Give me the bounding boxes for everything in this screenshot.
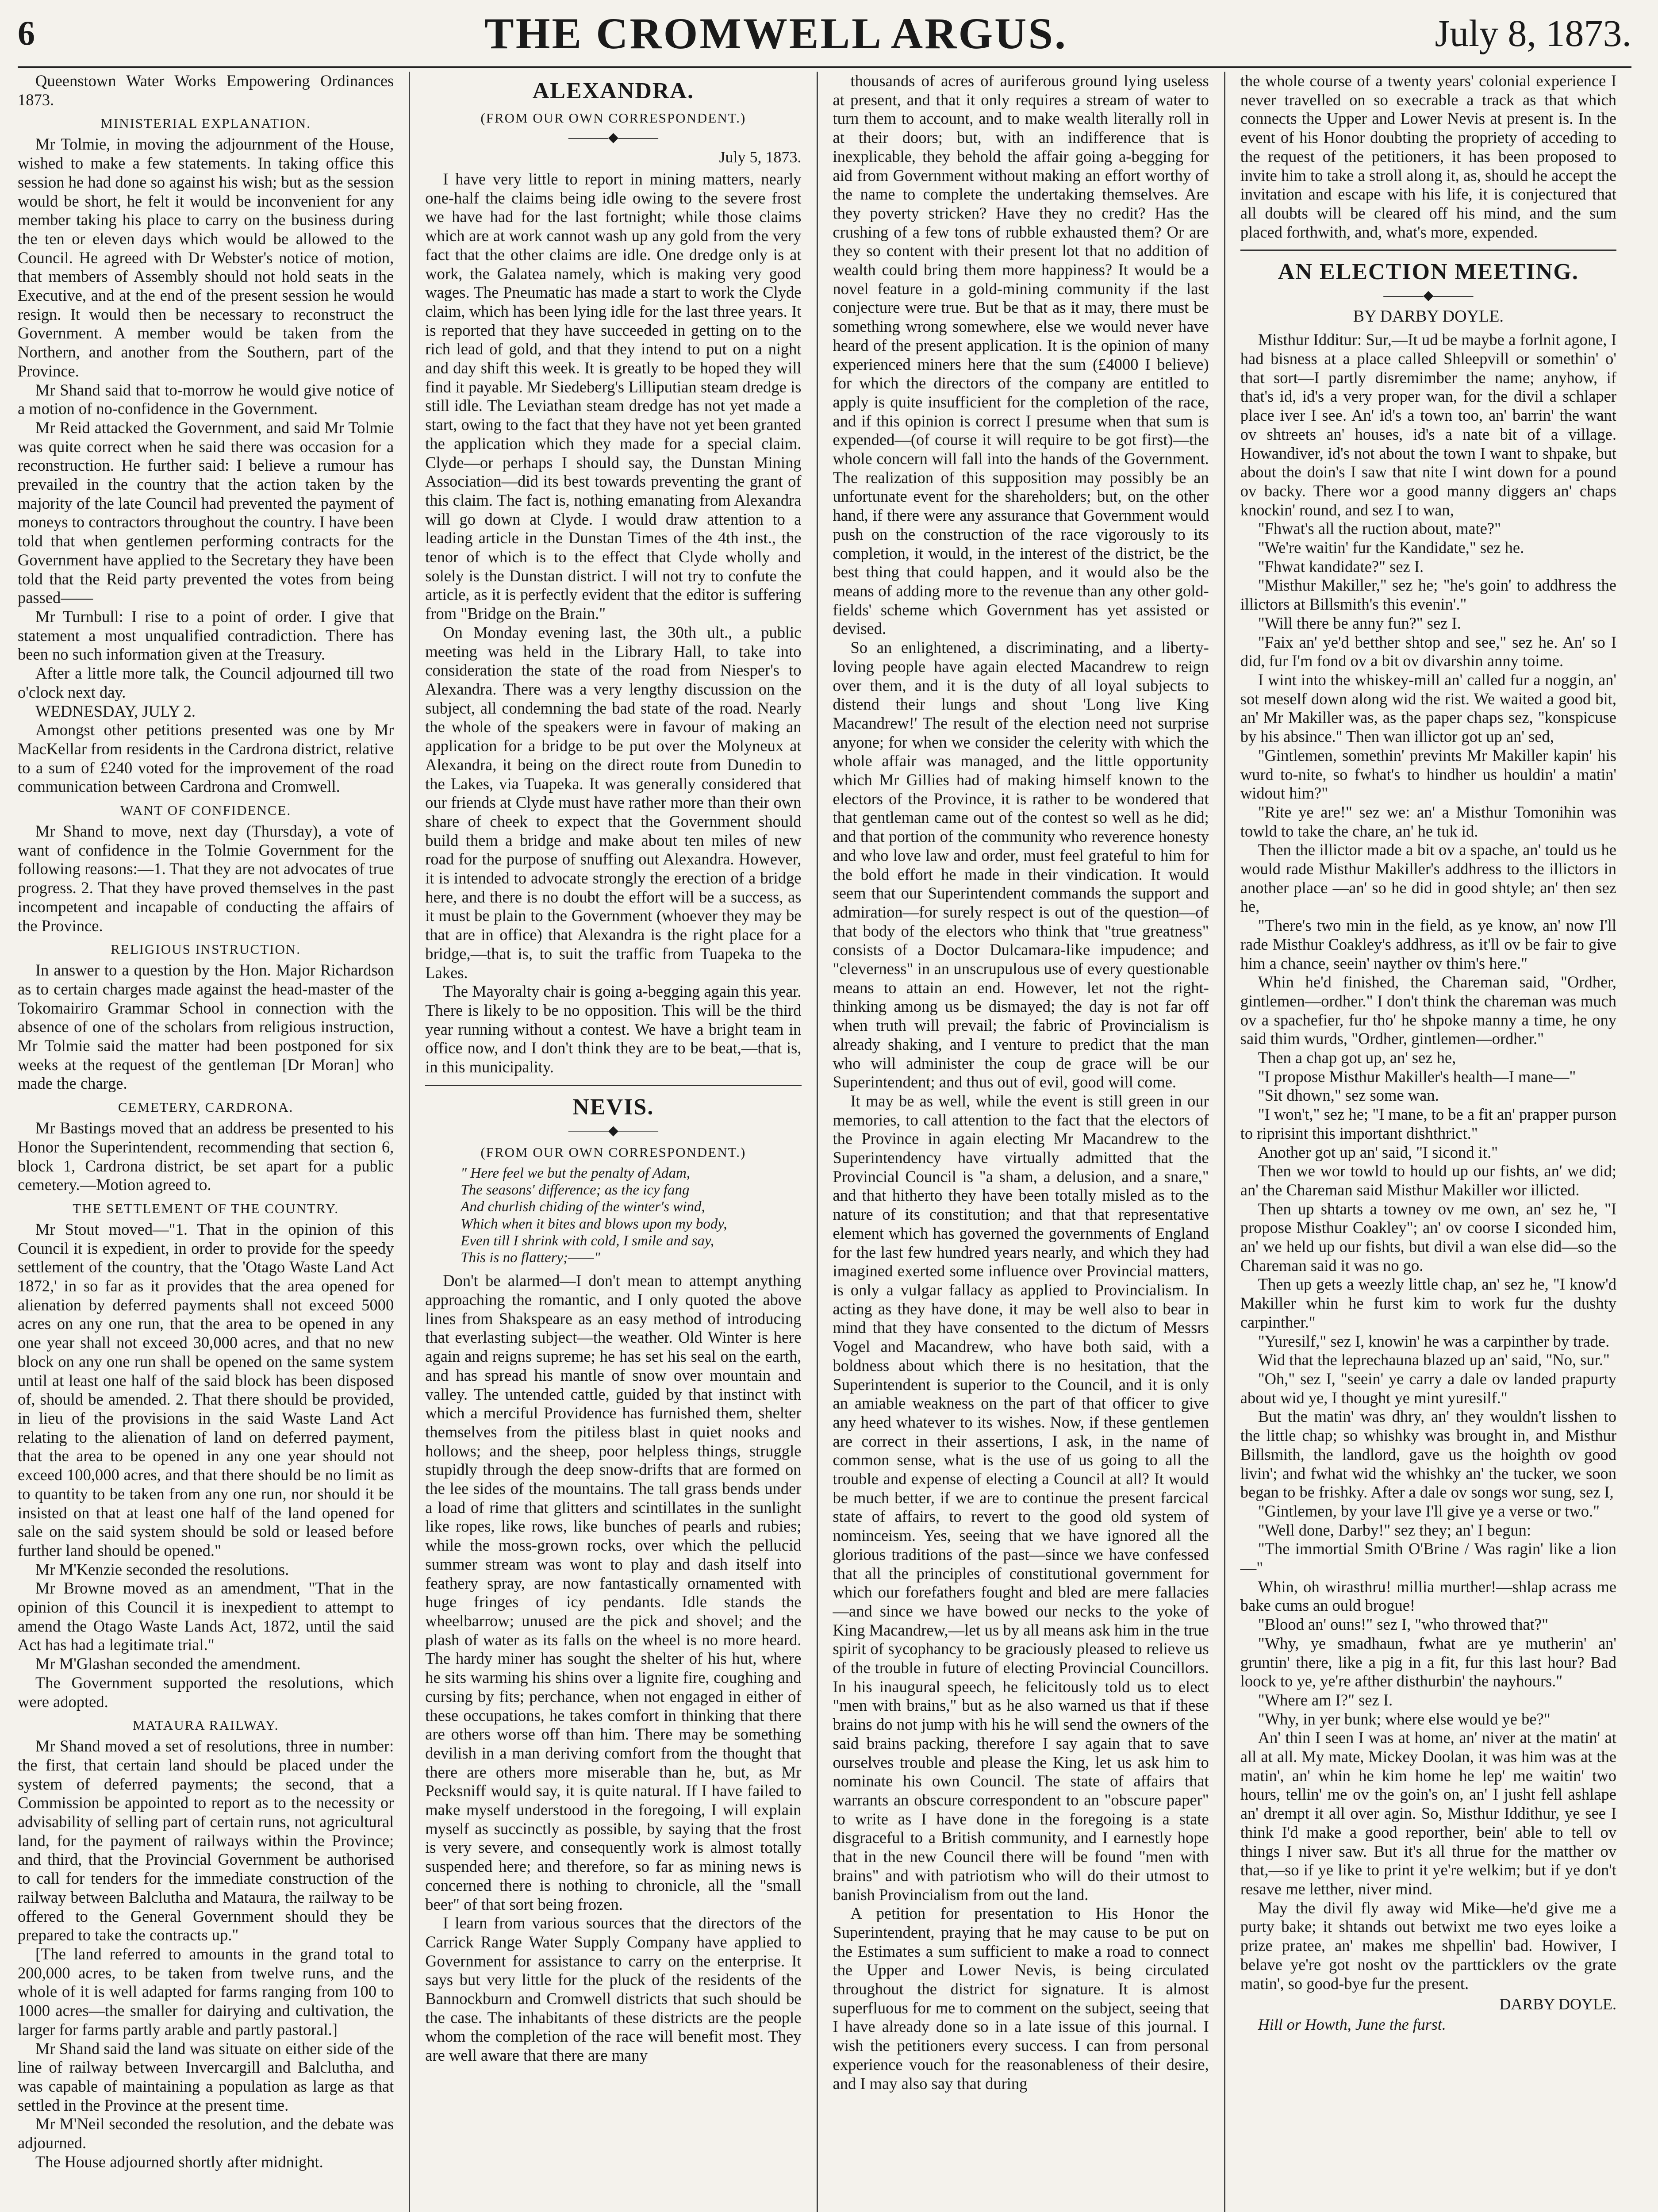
alexandra-paragraph: I have very little to report in mining matters, nearly one-half the claims being idle owing to the severe frost we have had for the last fortnight; while those claims which are at work cannot wash up any gold from the very fact that the other claims are idle. One dredge only is at work, the Galatea namely, which is making very good wages. The Pneumatic has made a start to work the Clyde claim, which has been lying idle for the last three years. It is reported that they have succeeded in getting on to the rich lead of gold, and that they intend to put on a night and day shift this week. It is greatly to be hoped they will find it payable. Mr Siedeberg's Lilliputian steam dredge is still idle. The Leviathan steam dredge has not yet made a start, owing to the fact that they have not yet been granted the application which they made for a special claim. Clyde—or perhaps I should say, the Dunstan Mining Association—did its best towards preventing the grant of this claim. The fact is, nothing emanating from Alexandra will go down at Clyde. I would draw attention to a leading article in the Dunstan Times of the 4th inst., the tenor of which is to the effect that Clyde wholly and solely is the Dunstan district. I will not try to confute the article, as it is perfectly evident that the editor is suffering from "Bridge on the Brain." <box>425 170 802 623</box>
section-subheading: CEMETERY, CARDRONA. <box>118 1099 294 1115</box>
election-paragraph: Whin he'd finished, the Chareman said, "Ordher, gintlemen—ordher." I don't think the chareman was much ov a spachefier, fur tho' he shpoke manny a time, he ony said thim wurds, "Ordher, gintlemen—ordher." <box>1240 973 1616 1048</box>
council-paragraph: Mr M'Kenzie seconded the resolutions. <box>35 1560 289 1578</box>
election-heading: AN ELECTION MEETING. <box>1278 259 1579 285</box>
election-paragraph: May the divil fly away wid Mike—he'd give me a purty bake; it shtands out betwixt me two eyes loike a prize pratee, an' makes me shpellin' bad. Howiver, I belave ye're got nosht ov the partticklers ov the grate matin', so good-bye fur the present. <box>1240 1898 1616 1993</box>
election-paragraph: "Rite ye are!" sez we: an' a Misthur Tomonihin was towld to take the chare, an' he tuk id. <box>1240 803 1616 840</box>
nevis-paragraph: A petition for presentation to His Honor the Superintendent, praying that he may cause to be put on the Estimates a sum sufficient to make a road to connect the Upper and Lower Nevis, is being circulated throughout the district for signature. It is almost superfluous for me to comment on the subject, seeing that I have already done so in a late issue of this journal. I wish the petitioners every success. I can from personal experience vouch for the reasonableness of their desire, and I may also say that during <box>833 1904 1209 2093</box>
council-paragraph: Mr Stout moved—"1. That in the opinion of this Council it is expedient, in order to provide for the speedy settlement of the country, that the 'Otago Waste Land Act 1872,' in so far as it provides that the area opened for alienation by deferred payments shall not exceed 5000 acres on any one run, that the area to be opened in any one year shall not exceed 30,000 acres, and that no new block on any one run shall be opened on the same system until at least one half of the said block has been disposed of, should be amended. 2. That there should be provided, in lieu of the provisions in the said Waste Land Act relating to the alienation of land on deferred payment, that the area to be opened in any one year should not exceed 100,000 acres, and that there should be no limit as to quantity to be taken from any one run, nor should it be insisted on that at least one half of the land opened for sale on the said system should be sold or leased before further land should be opened." <box>18 1220 394 1559</box>
election-paragraph: But the matin' was dhry, an' they wouldn't lisshen to the little chap; so whishky was brought in, and Misthur Billsmith, the landlord, gave us the hoighth ov good livin'; and fwhat wid the whishky an' the tucker, we soon began to be frishky. After a dale ov songs wor sung, sez I, <box>1240 1407 1616 1502</box>
newspaper-title: THE CROMWELL ARGUS. <box>484 8 1067 58</box>
election-article-body <box>1240 330 1616 1993</box>
alexandra-heading: ALEXANDRA. <box>532 78 694 104</box>
ornament-divider: ———◆——— <box>568 130 658 145</box>
election-paragraph: "The immortial Smith O'Brine / Was ragin' like a lion—" <box>1240 1540 1616 1577</box>
election-paragraph: "Fhwat kandidate?" sez I. <box>1258 557 1424 576</box>
columns <box>18 72 1631 2212</box>
council-paragraph: Mr M'Glashan seconded the amendment. <box>35 1655 301 1673</box>
election-paragraph: "Sit dhown," sez some wan. <box>1258 1086 1439 1105</box>
election-paragraph: "We're waitin' fur the Kandidate," sez he. <box>1258 538 1524 557</box>
council-paragraph: Mr Browne moved as an amendment, "That in the opinion of this Council it is inexpedient to attempt to amend the Otago Waste Lands Act, 1872, until the said Act has had a legitimate trial." <box>18 1579 394 1654</box>
verse-line: And churlish chiding of the winter's wind, <box>461 1199 705 1215</box>
election-paragraph: "Blood an' ouns!" sez I, "who throwed that?" <box>1258 1615 1548 1634</box>
council-paragraph: Mr Tolmie, in moving the adjournment of the House, wished to make a few statements. In taking office this session he had done so against his wish; but as the session would be short, he felt it would be inconvenient for any member taking his place to carry on the business during the ten or eleven days which would be allowed to the Council. He agreed with Dr Webster's notice of motion, that members of Assembly should not hold seats in the Executive, and at the end of the present session he would resign. It would then be necessary to reconstruct the Government. A member would be taken from the Northern, and another from the Southern, part of the Province. <box>18 135 394 380</box>
election-paragraph: Wid that the leprechauna blazed up an' said, "No, sur." <box>1258 1351 1610 1369</box>
ornament-divider: ———◆——— <box>1383 288 1474 303</box>
masthead <box>18 0 1631 68</box>
election-paragraph: Then up shtarts a towney ov me own, an' sez he, "I propose Misthur Coakley"; an' ov coorse I siconded him, an' we held up our fishts, but divil a wan else did—so the Chareman said it was no go. <box>1240 1199 1616 1275</box>
nevis-paragraph: It may be as well, while the event is still green in our memories, to call attention to the fact that the electors of the Province in again electing Mr Macandrew to the Superintendency have virtually admitted that the Provincial Council is "a sham, a delusion, and a snare," and that hitherto they have been totally misled as to the nature of its constitution; and that that representative element which has governed the governments of England for the last few hundred years nearly, and which they had imagined exerted some influence over Provincial matters, is only a vulgar fallacy as applied to Provincialism. In acting as they have done, it may be well also to bear in mind that they have consented to the dictum of Messrs Vogel and Macandrew, who have both said, with a boldness about which there is no hesitation, that the Superintendent is superior to the Council, and it is only an amiable weakness on the part of that officer to give any heed whatever to its wishes. Now, if these gentlemen are correct in their assertions, I ask, in the name of common sense, what is the use of us going to all the trouble and expense of electing a Council at all? It would be much better, if we are to continue the present farcical state of affairs, to revert to the good old system of nominceism. Yes, seeing that we have ignored all the glorious traditions of the past—since we have confessed that all the principles of constitutional government for which our forefathers fought and bled are mere fallacies—and since we have bowed our necks to the yoke of King Macandrew,—let us by all means ask him in the true spirit of sycophancy to be graciously pleased to relieve us of the trouble in future of electing Provincial Councillors. In his inaugural speech, he felicitously told us to elect "men with brains," but as he also warned us that if these brains do not jump with his he will send the owners of the said brains packing, therefore I say again that to save ourselves trouble and please the King, let us ask him to nominate his own Council. The state of affairs that warrants an obscure correspondent to an "obscure paper" to write as I have done in the foregoing is a state disgraceful to a British community, and I earnestly hope that in the new Council there will be found "men with brains" and with patriotism who will do their utmost to banish Provincialism from out the land. <box>833 1091 1209 1904</box>
election-paragraph: Another got up an' said, "I sicond it." <box>1258 1143 1498 1161</box>
election-paragraph: "Misthur Makiller," sez he; "he's goin' to addhress the illictors at Billsmith's this evenin'." <box>1240 576 1616 614</box>
council-paragraph: Mr M'Neil seconded the resolution, and the debate was adjourned. <box>18 2115 394 2152</box>
election-paragraph: Whin, oh wirasthru! millia murther!—shlap acrass me bake cums an ould brogue! <box>1240 1577 1616 1615</box>
election-paragraph: "Faix an' ye'd betther shtop and see," sez he. An' so I did, fur I'm fond ov a bit ov divarshin anny toime. <box>1240 633 1616 670</box>
election-paragraph: Misthur Idditur: Sur,—It ud be maybe a forlnit agone, I had bisness at a place called Shleepvill or somethin' o' that sort—I partly disremimber the name; anyhow, if that's id, id's a very proper wan, for the divil a schlaper place iver I see. An' id's a town too, an' barrin' the want ov shtreets an' houses, id's a nate bit of a village. Howandiver, id's not about the town I want to shpake, but about the doin's I saw that nite I wint down for a pound ov backy. There wor a good manny diggers an' chaps knockin' round, and sez I to wan, <box>1240 330 1616 519</box>
alexandra-paragraph: On Monday evening last, the 30th ult., a public meeting was held in the Library Hall, to take into consideration the state of the road from Niesper's to Alexandra. There was a very lengthy discussion on the subject, all condemning the bad state of the road. Nearly the whole of the speakers were in favour of making an application for a bridge to be put over the Molyneux at Alexandra, it being on the direct route from Dunedin to the Lakes, via Tuapeka. It was generally considered that our friends at Clyde must have rather more than their own share of cheek to expect that the Government should build them a bridge and make about ten miles of new road for the purpose of snuffing out Alexandra. However, it is intended to advocate strongly the erection of a bridge here, and there is no doubt the effort will be a success, as it must be plain to the Government (whoever they may be that are in office) that Alexandra is the right place for a bridge,—that is, to suit the traffic from Tuapeka to the Lakes. <box>425 623 802 982</box>
election-paragraph: "I propose Misthur Makiller's health—I mane—" <box>1258 1067 1576 1086</box>
letter-place-date: Hill or Howth, June the furst. <box>1258 2016 1446 2034</box>
council-paragraph: The Government supported the resolutions, which were adopted. <box>18 1673 394 1711</box>
council-paragraph: Mr Shand said the land was situate on either side of the line of railway between Invercargill and Balclutha, and was capable of maintaining a population as large as that settled in the Province at the present time. <box>18 2039 394 2114</box>
verse-line: Even till I shrink with cold, I smile and say, <box>461 1233 714 1249</box>
alexandra-source: (FROM OUR OWN CORRESPONDENT.) <box>480 110 746 126</box>
verse-line: The seasons' difference; as the icy fang <box>461 1182 690 1198</box>
election-paragraph: "Where am I?" sez I. <box>1258 1690 1393 1709</box>
author-signature: DARBY DOYLE. <box>1499 1995 1616 2013</box>
section-subheading: THE SETTLEMENT OF THE COUNTRY. <box>73 1200 339 1216</box>
column-2 <box>409 72 816 2212</box>
nevis-epigraph <box>461 1165 783 1267</box>
council-paragraph: Mr Bastings moved that an address be presented to his Honor the Superintendent, recommending that section 6, block 1, Cardrona district, be set apart for a public cemetery.—Motion agreed to. <box>18 1119 394 1194</box>
council-paragraph: The House adjourned shortly after midnight. <box>35 2152 323 2171</box>
election-paragraph: "I won't," sez he; "I mane, to be a fit an' prapper purson to riprisint this important dishthrict." <box>1240 1105 1616 1142</box>
council-paragraph: Mr Reid attacked the Government, and said Mr Tolmie was quite correct when he said there was occasion for a reconstruction. He further said: I believe a rumour has prevailed in the country that the action taken by the majority of the late Council had prevented the payment of moneys to contractors throughout the country. I have been told that when gentlemen performing contracts for the Government have applied to the Secretary they have been told that the Reid party prevented the votes from being passed—— <box>18 418 394 607</box>
nevis-article-body <box>425 1271 801 2065</box>
nevis-heading: NEVIS. <box>572 1094 654 1120</box>
page-number: 6 <box>18 14 35 52</box>
nevis-source: (FROM OUR OWN CORRESPONDENT.) <box>480 1144 746 1160</box>
council-paragraph: Mr Shand moved a set of resolutions, three in number: the first, that certain land should be placed under the system of deferred payments; the second, that a Commission be appointed to report as to the necessity or advisability of selling part of certain runs, not agricultural land, for the payment of railways within the Province; and third, that the Provincial Government be authorised to call for tenders for the immediate construction of the railway between Balclutha and Mataura, the railway to be offered to the General Government should they be prepared to take the contracts up." <box>18 1737 394 1944</box>
section-subheading: RELIGIOUS INSTRUCTION. <box>111 941 301 957</box>
council-paragraph: After a little more talk, the Council adjourned till two o'clock next day. <box>18 664 394 701</box>
council-paragraph: Queenstown Water Works Empowering Ordinances 1873. <box>18 72 394 109</box>
council-paragraph: WEDNESDAY, JULY 2. <box>35 702 196 720</box>
election-paragraph: Then up gets a weezly little chap, an' sez he, "I know'd Makiller whin he furst kim to work fur the dushty carpinther." <box>1240 1275 1616 1331</box>
nevis-paragraph: Don't be alarmed—I don't mean to attempt anything approaching the romantic, and I only quoted the above lines from Shakspeare as an easy method of introducing that everlasting subject—the weather. Old Winter is here again and reigns supreme; he has set his seal on the earth, and has spread his mantle of snow over mountain and valley. The untended cattle, guided by that instinct with which a merciful Providence has furnished them, shelter themselves from the pitiless blast in quiet nooks and hollows; and the sheep, poor helpless things, struggle stupidly through the deep snow-drifts that are formed on the lee sides of the mountains. The tall grass bends under a load of rime that glitters and scintillates in the sunlight like ropes, like rows, like bunches of pearls and rubies; while the moss-grown rocks, over which the pellucid summer stream was wont to play and dash itself into feathery spray, are now fantastically ornamented with huge fringes of icy pendants. Idle stands the wheelbarrow; unused are the pick and shovel; and the plash of water as its falls on the wheel is no more heard. The hardy miner has sought the shelter of his hut, where he sits warming his shins over a lignite fire, coughing and cursing by fits; perchance, when not engaged in either of these occupations, he takes comfort in thinking that there are others worse off than him. There may be something devilish in a man deriving comfort from the thought that there are others more miserable than he, but, as Mr Pecksniff would say, it is quite natural. If I have failed to make myself understood in the foregoing, I will explain myself as succinctly as possible, by saying that the frost is very severe, and consequently work is almost totally suspended here; and therefore, so far as mining news is concerned there is nothing to chronicle, all the "small beer" of that sort being frozen. <box>425 1271 802 1913</box>
election-paragraph: An' thin I seen I was at home, an' niver at the matin' at all at all. My mate, Mickey Doolan, it was him was at the matin', an' whin he kim home he lep' me waitin' two hours, tellin' me ov the goin's on, an' I jusht fell ashlape an' drempt it all over agin. So, Misthur Iddithur, ye see I think I'd make a good reporther, bein' able to tell ov things I niver saw. But it's all thrue for the matther ov that,—so if ye like to print it ye're welkim; but if ye don't resave me letther, niver mind. <box>1240 1728 1616 1898</box>
council-paragraph: Mr Shand to move, next day (Thursday), a vote of want of confidence in the Tolmie Government for the following reasons:—1. That they are not advocates of true progress. 2. That they have proved themselves in the past incompetent and incapable of conducting the affairs of the Province. <box>18 822 394 935</box>
alexandra-paragraph: The Mayoralty chair is going a-begging again this year. There is likely to be no opposition. This will be the third year running without a contest. We have a bright team in office now, and I don't think they are to be beat,—that is, in this municipality. <box>425 982 802 1076</box>
article-divider <box>1240 250 1616 251</box>
election-paragraph: "Yuresilf," sez I, knowin' he was a carpinther by trade. <box>1258 1332 1610 1350</box>
election-paragraph: "Fhwat's all the ruction about, mate?" <box>1258 519 1501 538</box>
nevis-paragraph: thousands of acres of auriferous ground lying useless at present, and that it only requires a stream of water to turn them to account, and to make wealth literally roll in at their doors; but, with an indifference that is inexplicable, they behold the affair going a-begging for aid from Government without making an effort worthy of the name to complete the undertaking themselves. Are they poverty stricken? Have they no credit? Has the crushing of a few tons of rubble exhausted them? Or are they so content with their present lot that no addition of wealth could bring them more happiness? It would be a novel feature in a gold-mining community if the last conjecture were true. But be that as it may, there must be something wrong somewhere, else we would never have heard of the present application. It is the opinion of many experienced miners here that the sum (£4000 I believe) for which the directors of the company are entitled to apply is quite insufficient for the completion of the race, and if this opinion is correct I presume when that sum is expended—(of course it will require to be got first)—the whole concern will fall into the hands of the Government. The realization of this supposition may possibly be an unfortunate event for the shareholders; but, on the other hand, if there were any assurance that Government would push on the construction of the race vigorously to its completion, it would, in the interest of the district, be the best thing that could happen, and it would also be the means of adding more to the revenue than any other gold-fields' scheme which Government has yet assisted or devised. <box>833 72 1209 638</box>
election-paragraph: "Oh," sez I, "seein' ye carry a dale ov landed prapurty about wid ye, I thought ye mint yuresilf." <box>1240 1370 1616 1407</box>
election-paragraph: "Why, ye smadhaun, fwhat are ye mutherin' an' gruntin' there, like a pig in a fit, fur this last hour? Bad loock to ye, ye're afther disthurbin' the nayhours." <box>1240 1634 1616 1690</box>
election-paragraph: Then a chap got up, an' sez he, <box>1258 1048 1456 1067</box>
nevis-paragraph: So an enlightened, a discriminating, and a liberty-loving people have again elected Macandrew to reign over them, and it is the duty of all loyal subjects to distend their lungs and shout 'Long live King Macandrew!' The result of the election need not surprise anyone; for when we consider the celerity with which the whole affair was managed, and the little opportunity which Mr Gillies had of making himself known to the electors of the Province, it is rather to be wondered that that gentleman came out of the contest so well as he did; and that portion of the community who reverence honesty and who love law and order, must feel grateful to him for the bold effort he made in their vindication. It would seem that our Superintendent commands the support and admiration—for surely respect is out of the question—of that body of the electors who think that "true greatness" consists of a Doctor Dulcamara-like impudence; and "cleverness" in an unscrupulous use of every questionable means to attain an end. However, let not the right-thinking among us be dismayed; the day is not far off when truth will prevail; the fabric of Provincialism is already shaking, and I venture to predict that the man who will administer the coup de grace will be our Superintendent; and thus out of evil, good will come. <box>833 638 1209 1091</box>
verse-line: Which when it bites and blows upon my body, <box>461 1216 727 1232</box>
section-subheading: WANT OF CONFIDENCE. <box>120 803 292 818</box>
council-paragraph: Amongst other petitions presented was one by Mr MacKellar from residents in the Cardrona district, relative to a sum of £240 voted for the improvement of the road communication between Cardrona and Cromwell. <box>18 721 394 796</box>
section-subheading: MINISTERIAL EXPLANATION. <box>100 115 311 131</box>
council-paragraph: In answer to a question by the Hon. Major Richardson as to certain charges made against the head-master of the Tokomairiro Grammar School in connection with the absence of one of the scholars from religious instruction, Mr Tolmie said the matter had been postponed for six weeks at the request of the gentleman [Dr Moran] who made the charge. <box>18 961 394 1093</box>
election-paragraph: Then the illictor made a bit ov a spache, an' tould us he would rade Misthur Makiller's addhress to the illictors in another place —an' so he did in good shtyle; an' then sez he, <box>1240 841 1616 916</box>
election-paragraph: Then we wor towld to hould up our fishts, an' we did; an' the Chareman said Misthur Makiller wor illicted. <box>1240 1162 1616 1199</box>
election-paragraph: "Gintlemen, by your lave I'll give ye a verse or two." <box>1258 1502 1600 1520</box>
council-paragraph: Mr Shand said that to-morrow he would give notice of a motion of no-confidence in the Government. <box>18 380 394 418</box>
alexandra-dateline: July 5, 1873. <box>719 148 802 166</box>
column-1-council-report <box>18 72 409 2212</box>
election-paragraph: "Will there be anny fun?" sez I. <box>1258 614 1461 632</box>
election-paragraph: "Well done, Darby!" sez they; an' I begun: <box>1258 1521 1531 1539</box>
column-4 <box>1224 72 1631 2212</box>
council-paragraph: Mr Turnbull: I rise to a point of order. I give that statement a most unqualified contradiction. There has been no such information given at the Treasury. <box>18 607 394 664</box>
alexandra-article-body <box>425 170 801 1077</box>
election-paragraph: "Why, in yer bunk; where else would ye be?" <box>1258 1709 1551 1728</box>
nevis-paragraph: I learn from various sources that the directors of the Carrick Range Water Supply Company have applied to Government for assistance to carry on the enterprise. It says but very little for the pluck of the residents of the Bannockburn and Cromwell districts that such should be the case. The inhabitants of these districts are the people whom the completion of the race will benefit most. They are well aware that there are many <box>425 1914 802 2065</box>
section-subheading: MATAURA RAILWAY. <box>132 1717 279 1733</box>
ornament-divider: ———◆——— <box>568 1123 658 1138</box>
article-divider <box>425 1085 801 1086</box>
nevis-continued-paragraph: the whole course of a twenty years' colonial experience I never travelled on so execrable a track as that which connects the Upper and Lower Nevis at present is. In the event of his Honor doubting the propriety of acceding to the request of the petitioners, it has been proposed to invite him to take a stroll along it, as, should he accept the invitation and escape with his life, it is conjectured that all doubts will be cleared off his mind, and the sum placed forthwith, and, what's more, expended. <box>1240 72 1616 241</box>
column-3-nevis-continued <box>817 72 1224 2212</box>
election-paragraph: "There's two min in the field, as ye know, an' now I'll rade Misthur Coakley's addhress, as it'll ov be fair to give him a chance, seein' nayther ov thim's here." <box>1240 916 1616 972</box>
election-byline: BY DARBY DOYLE. <box>1353 307 1504 326</box>
issue-date: July 8, 1873. <box>1435 12 1631 54</box>
verse-line: " Here feel we but the penalty of Adam, <box>461 1165 691 1181</box>
election-paragraph: I wint into the whiskey-mill an' called fur a noggin, an' sot meself down along wid the rist. We waited a good bit, an' Mr Makiller was, as the paper chaps sez, "konspicuse by his absince." Then wan illictor got up an' sed, <box>1240 670 1616 746</box>
election-paragraph: "Gintlemen, somethin' prevints Mr Makiller kapin' his wurd to-nite, so fwhat's to hindher us houldin' a matin' widout him?" <box>1240 746 1616 803</box>
council-paragraph: [The land referred to amounts in the grand total to 200,000 acres, to be taken from twelve runs, and the whole of it is well adapted for farms ranging from 100 to 1000 acres—the smaller for dairying and cultivation, the larger for farms partly arable and partly pastoral.] <box>18 1944 394 2039</box>
verse-line: This is no flattery;——" <box>461 1250 600 1266</box>
